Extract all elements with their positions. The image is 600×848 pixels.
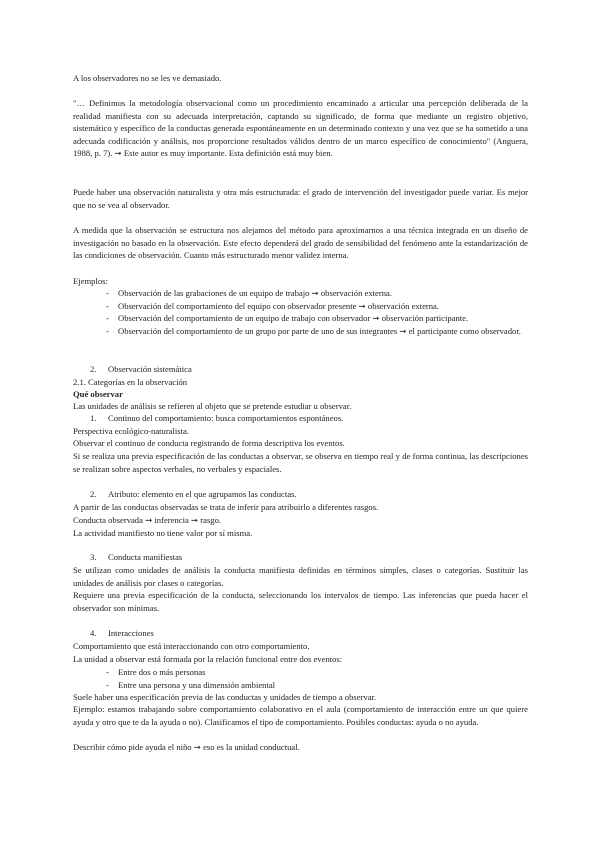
que-observar-heading: Qué observar: [73, 389, 123, 399]
eventos-list: - Entre dos o más personas - Entre una persona y una dimensión ambiental: [106, 667, 276, 690]
anguera-quote: "… Definimos la metodología observacional como un procedimiento encaminado a articular una percepción deliberada de la realidad manifiesta con su adecuada interpretación, captando su significado, de forma que mediante un registro objetivo, sistemático y específico de la conductas generada espontáneamente en un determinado contexto y una vez que se ha sometido a una adecuada codificación y análisis, nos proporcione resultados válidos dentro de un marco específico de conocimiento" (Anguera, 1988, p. 7). ➞ Este autor es muy importante. Esta definición está muy bien.: [73, 98, 528, 159]
unidad-observar-text: La unidad a observar está formada por la relación funcional entre dos eventos:: [73, 654, 343, 664]
intro-line: A los observadores no se les ve demasiado.: [73, 73, 222, 83]
unidades-text: Las unidades de análisis se refieren al objeto que se pretende estudiar u observar.: [73, 401, 352, 411]
document-page: A los observadores no se les ve demasiado. "… Definimos la metodología observacional como un procedimiento encaminado a articular una percepción deliberada de la realidad manifiesta con su adecuada interpretación, captando su significado, de forma que mediante un registro objetivo, sistemático y específico de la conductas generada espontáneamente en un determinado contexto y una vez que se ha sometido a una adecuada codificación y análisis, nos proporcione resultados válidos dentro de un marco específico de conocimiento" (Anguera, 1988, p. 7). ➞ Este autor es muy importante. Esta definición está muy bien. Puede haber una observación naturalista y otra más estructurada: el grado de intervención del investigador puede variar. Es mejor que no se vea al observador. A medida que la observación se estructura nos alejamos del método para aproximarnos a una técnica integrada en un diseño de investigación no basado en la observación. Este efecto dependerá del grado de sensibilidad del fenómeno ante la estandarización de las condiciones de observación. Cuanto más estructurado menor validez interna. Ejemplos: - Observación de las grabaciones de un equipo de trabajo ➞ observación externa. - Observación del comportamiento del equipo con observador presente ➞ observación externa. - Observación del comportamiento de un equipo de trabajo con observador ➞ observación participante. - Observación del comportamiento de un grupo por parte de uno de sus integrantes ➞ el participante como observador. 2. Observación sistemática 2.1. Categorías en la observación Qué observar Las unidades de análisis se refieren al objeto que se pretende estudiar u observar. 1. Continuo del comportamiento: busca comportamientos espontáneos. Perspectiva ecológico-naturalista. Observar el continuo de conducta registrando de forma descriptiva los eventos. Si se realiza una previa especificación de las conductas a observar, se observa en tiempo real y de forma continua, las descripciones se realizan sobre aspectos verbales, no verbales y espaciales. 2. Atributo: elemento en el que agrupamos las conductas. A partir de las conductas observadas se trata de inferir para atribuirlo a diferentes rasgos. Conducta observada ➞ inferencia ➞ rasgo. La actividad manifiesto no tiene valor por sí misma. 3. Conducta manifiestas Se utilizan como unidades de análisis la conducta manifiesta definidas en términos simples, clases o categorías. Sustituir las unidades de análisis por clases o categorías. Requiere una previa especificación de la conducta, seleccionando los intervalos de tiempo. Las inferencias que pueda hacer el observador son mínimas. 4. Interacciones Comportamiento que está interaccionando con otro comportamiento. La unidad a observar está formada por la relación funcional entre dos eventos: - Entre dos o más personas - Entre una persona y una dimensión ambiental Suele haber una especificación previa de las conductas y unidades de tiempo a observar. Ejemplo: estamos trabajando sobre comportamiento colaborativo en el aula (comportamiento de interacción entre un que quiere ayuda y otro que te da la ayuda o no). Clasificamos el tipo de comportamiento. Posibles conductas: ayuda o no ayuda. Describir cómo pide ayuda el niño ➞ eso es la unidad conductual.: [73, 73, 528, 752]
perspectiva-text: Perspectiva ecológico-naturalista.: [73, 426, 189, 436]
partir-text: A partir de las conductas observadas se trata de inferir para atribuirlo a diferentes rasgos.: [73, 502, 379, 512]
ejemplos-label: Ejemplos:: [73, 276, 108, 286]
utilizan-text: Se utilizan como unidades de análisis la conducta manifiesta definidas en términos simples, clases o categorías. Sustituir las unidades de análisis por clases o categorías.: [73, 565, 528, 588]
ejemplo-aula-text: Ejemplo: estamos trabajando sobre comportamiento colaborativo en el aula (comportamiento de interacción entre un que quiere ayuda y otro que te da la ayuda o no). Clasificamos el tipo de comportamiento. Posibles conductas: ayuda o no ayuda.: [73, 704, 528, 727]
requiere-text: Requiere una previa especificación de la conducta, seleccionando los intervalos de tiempo. Las inferencias que pueda hacer el observador son mínimas.: [73, 590, 528, 613]
conducta-observada-text: Conducta observada ➞ inferencia ➞ rasgo.: [73, 515, 222, 525]
actividad-text: La actividad manifiesto no tiene valor por sí misma.: [73, 528, 253, 538]
paragraph-estructura: A medida que la observación se estructura nos alejamos del método para aproximarnos a una técnica integrada en un diseño de investigación no basado en la observación. Este efecto dependerá del grado de sensibilidad del fenómeno ante la estandarización de las condiciones de observación. Cuanto más estructurado menor validez interna.: [73, 225, 528, 261]
paragraph-naturalista: Puede haber una observación naturalista y otra más estructurada: el grado de intervención del investigador puede variar. Es mejor que no se vea al observador.: [73, 187, 528, 210]
suele-text: Suele haber una especificación previa de las conductas y unidades de tiempo a observar.: [73, 692, 377, 702]
describir-text: Describir cómo pide ayuda el niño ➞ eso es la unidad conductual.: [73, 742, 300, 752]
si-realiza-text: Si se realiza una previa especificación de las conductas a observar, se observa en tiempo real y de forma continua, las descripciones se realizan sobre aspectos verbales, no verbales y espaciales.: [73, 451, 528, 474]
ejemplos-list: - Observación de las grabaciones de un equipo de trabajo ➞ observación externa. - Observación del comportamiento del equipo con observador presente ➞ observación externa. - Observación del comportamiento de un equipo de trabajo con observador ➞ observación participante. - Observación del comportamiento de un grupo por parte de uno de sus integrantes ➞ el participante como observador.: [106, 288, 521, 336]
subsection-heading-2-1: 2.1. Categorías en la observación: [73, 377, 188, 387]
observar-continuo-text: Observar el continuo de conducta registrando de forma descriptiva los eventos.: [73, 438, 345, 448]
comportamiento-que-text: Comportamiento que está interaccionando con otro comportamiento.: [73, 641, 310, 651]
